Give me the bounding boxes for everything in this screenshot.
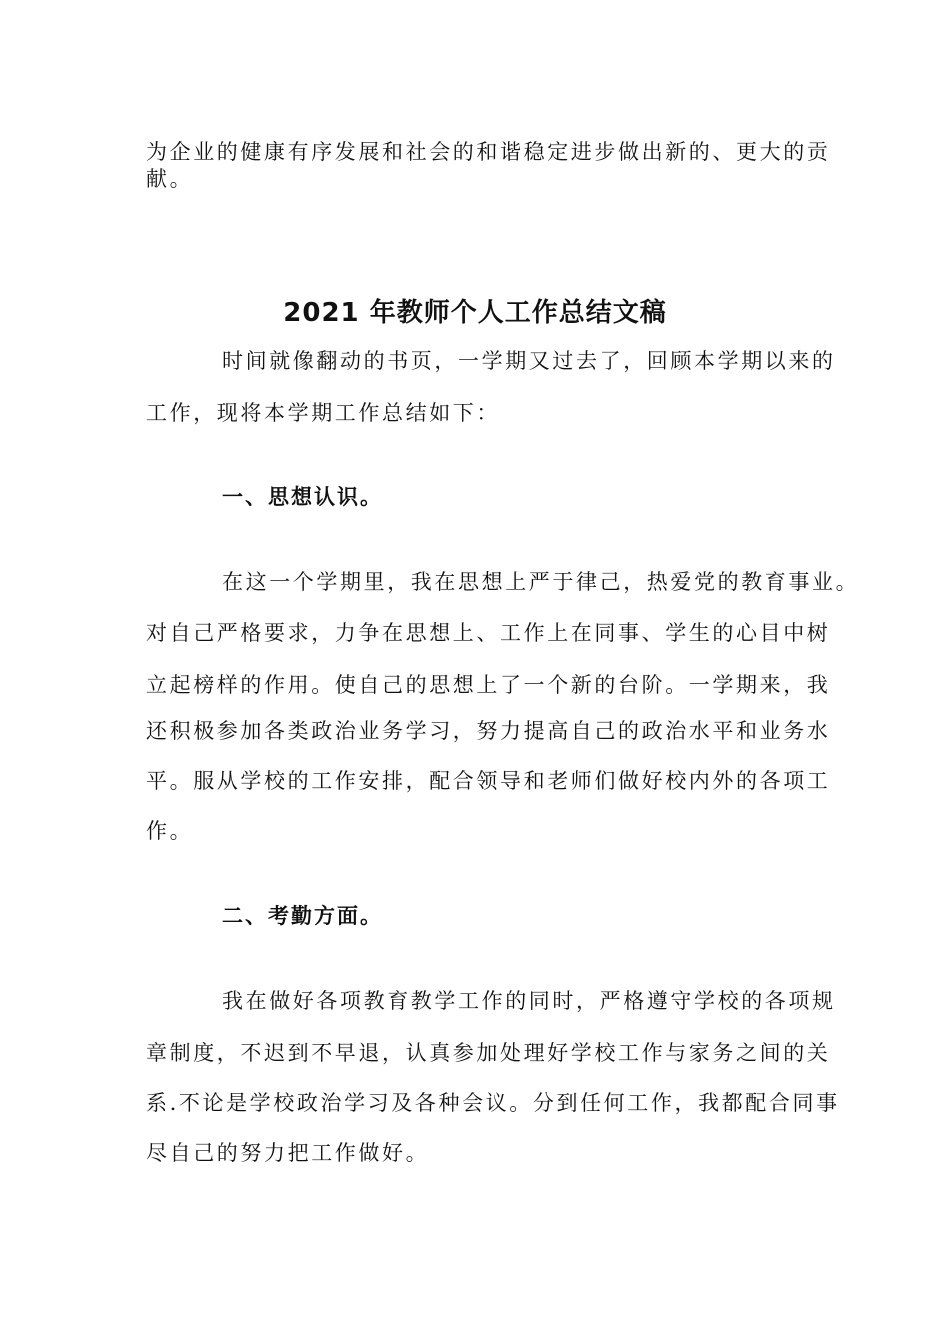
paragraph-line: 还积极参加各类政治业务学习，努力提高自己的政治水平和业务水: [146, 719, 831, 743]
section-heading: 一、思想认识。: [222, 485, 383, 509]
paragraph-line: 作。: [146, 819, 194, 843]
paragraph-line: 我在做好各项教育教学工作的同时，严格遵守学校的各项规: [222, 989, 836, 1013]
paragraph-line: 时间就像翻动的书页，一学期又过去了，回顾本学期以来的: [222, 349, 836, 373]
document-title: 2021 年教师个人工作总结文稿: [283, 298, 667, 328]
paragraph-line: 献。: [146, 167, 194, 191]
paragraph-line: 工作，现将本学期工作总结如下：: [146, 401, 500, 425]
paragraph-line: 为企业的健康有序发展和社会的和谐稳定进步做出新的、更大的贡: [146, 140, 831, 164]
paragraph-line: 对自己严格要求，力争在思想上、工作上在同事、学生的心目中树: [146, 621, 831, 645]
section-heading: 二、考勤方面。: [222, 904, 383, 928]
paragraph-line: 尽自己的努力把工作做好。: [146, 1141, 430, 1165]
paragraph-line: 章制度，不迟到不早退，认真参加处理好学校工作与家务之间的关: [146, 1041, 831, 1065]
paragraph-line: 系.不论是学校政治学习及各种会议。分到任何工作，我都配合同事: [146, 1091, 840, 1115]
paragraph-line: 立起榜样的作用。使自己的思想上了一个新的台阶。一学期来，我: [146, 673, 831, 697]
paragraph-line: 在这一个学期里，我在思想上严于律己，热爱党的教育事业。: [222, 570, 860, 594]
paragraph-line: 平。服从学校的工作安排，配合领导和老师们做好校内外的各项工: [146, 769, 831, 793]
